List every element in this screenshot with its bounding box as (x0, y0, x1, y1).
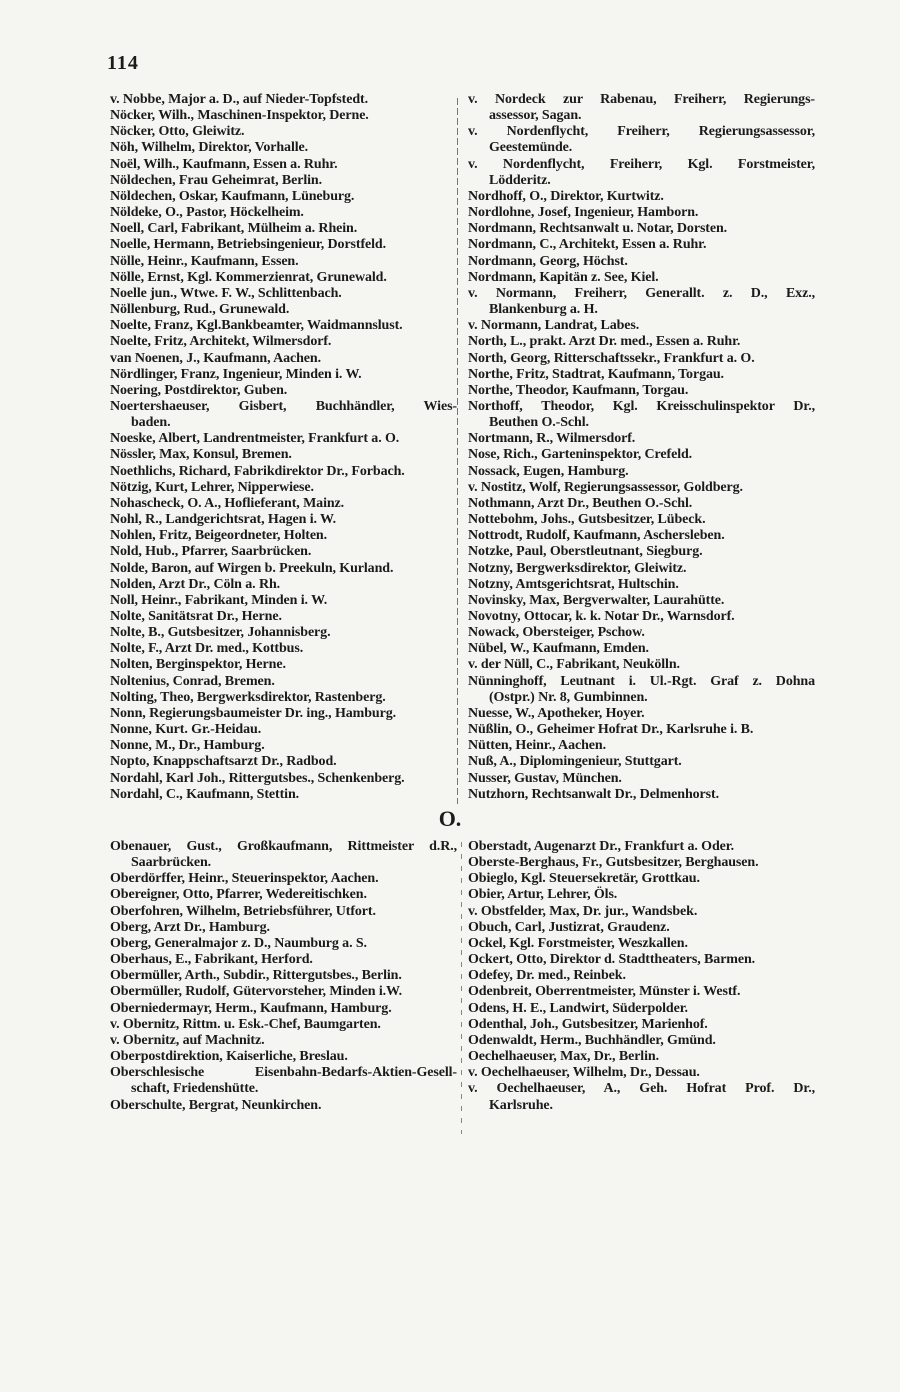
entry-line: Nolten, Berginspektor, Herne. (110, 657, 286, 673)
entry-line: Obereigner, Otto, Pfarrer, Wedereitischken. (110, 887, 367, 903)
entry-line: Beuthen O.-Schl. (489, 415, 589, 431)
entry-line: v. Obernitz, Rittm. u. Esk.-Chef, Baumgarten. (110, 1016, 381, 1032)
directory-entry (468, 577, 815, 593)
directory-entry (468, 722, 815, 738)
directory-entry (110, 920, 457, 936)
entry-line: Nossack, Eugen, Hamburg. (468, 463, 629, 479)
entry-line: Oberdörffer, Heinr., Steuerinspektor, Aachen. (110, 871, 379, 887)
directory-entry (468, 399, 815, 431)
directory-entry (468, 221, 815, 237)
section-heading-o: O. (438, 806, 462, 831)
entry-line: Oberfohren, Wilhelm, Betriebsführer, Utfort. (110, 903, 376, 919)
entry-line: Nottebohm, Johs., Gutsbesitzer, Lübeck. (468, 512, 706, 528)
entry-line: v. Nobbe, Major a. D., auf Nieder-Topfstedt. (110, 92, 368, 107)
entry-line: Oberniedermayr, Herm., Kaufmann, Hamburg. (110, 1000, 392, 1016)
entry-line: Novotny, Ottocar, k. k. Notar Dr., Warnsdorf. (468, 609, 735, 624)
entry-line: Oberpostdirektion, Kaiserliche, Breslau. (110, 1049, 348, 1065)
directory-entry (110, 952, 457, 968)
entry-line: Nonn, Regierungsbaumeister Dr. ing., Hamburg. (110, 705, 397, 721)
entry-line: Noelle, Hermann, Betriebsingenieur, Dorstfeld. (110, 237, 387, 253)
entry-line: Noltenius, Conrad, Bremen. (110, 673, 275, 689)
directory-entry (468, 124, 815, 156)
directory-entry (468, 1033, 815, 1049)
entry-line: Odens, H. E., Landwirt, Süderpolder. (468, 1000, 688, 1016)
directory-entry (468, 1017, 815, 1033)
directory-entry (468, 952, 815, 968)
directory-entry (110, 157, 457, 173)
entry-line: Nusser, Gustav, München. (468, 770, 622, 786)
entry-line: Nordlohne, Josef, Ingenieur, Hamborn. (468, 205, 699, 221)
entry-line: Obuch, Carl, Justizrat, Graudenz. (468, 919, 670, 935)
page-number: 114 (107, 52, 139, 74)
directory-entry (110, 92, 457, 108)
directory-entry (110, 480, 457, 496)
directory-entry (468, 254, 815, 270)
entry-line: v. Normann, Freiherr, Generallt. z. D., Exz., (468, 285, 815, 301)
directory-entry (110, 124, 457, 140)
entry-line: Nolte, B., Gutsbesitzer, Johannisberg. (110, 625, 331, 641)
entry-line: Noeske, Albert, Landrentmeister, Frankfurt a. O. (110, 431, 400, 447)
directory-entry (110, 528, 457, 544)
directory-entry (110, 904, 457, 920)
entry-line: Nutzhorn, Rechtsanwalt Dr., Delmenhorst. (468, 786, 719, 802)
directory-entry (468, 1001, 815, 1017)
directory-entry (110, 1001, 457, 1017)
entry-line: Obermüller, Arth., Subdir., Rittergutsbes., Berlin. (110, 968, 402, 984)
directory-entry (468, 1081, 815, 1113)
entry-line: Nolde, Baron, auf Wirgen b. Preekuln, Kurland. (110, 560, 394, 576)
directory-entry (110, 1065, 457, 1097)
entry-line: Northoff, Theodor, Kgl. Kreisschulinspektor Dr., (468, 398, 815, 414)
entry-line: Nohl, R., Landgerichtsrat, Hagen i. W. (110, 512, 337, 528)
directory-entry (110, 674, 457, 690)
directory-entry (110, 512, 457, 528)
entry-line: Odenthal, Joh., Gutsbesitzer, Marienhof. (468, 1016, 708, 1032)
entry-line: Nottrodt, Rudolf, Kaufmann, Aschersleben. (468, 528, 725, 544)
directory-entry (468, 318, 815, 334)
directory-entry (468, 754, 815, 770)
directory-entry (110, 787, 457, 803)
entry-line: Nöldeke, O., Pastor, Höckelheim. (110, 205, 304, 221)
entry-line: Nöh, Wilhelm, Direktor, Vorhalle. (110, 140, 309, 156)
entry-line: Noelte, Fritz, Architekt, Wilmersdorf. (110, 334, 332, 350)
directory-entry (468, 641, 815, 657)
entry-line: Ockert, Otto, Direktor d. Stadttheaters, Barmen. (468, 952, 756, 968)
directory-entry (110, 464, 457, 480)
directory-entry (110, 657, 457, 673)
directory-entry (110, 984, 457, 1000)
entry-line: Nothmann, Arzt Dr., Beuthen O.-Schl. (468, 495, 693, 511)
entry-line: Oberste-Berghaus, Fr., Gutsbesitzer, Berghausen. (468, 855, 759, 871)
entry-line: Odenbreit, Oberrentmeister, Münster i. Westf. (468, 984, 741, 1000)
entry-line: Nolte, Sanitätsrat Dr., Herne. (110, 609, 282, 624)
entry-line: Lödderitz. (489, 172, 551, 188)
entry-line: Nopto, Knappschaftsarzt Dr., Radbod. (110, 754, 337, 770)
directory-entry (110, 173, 457, 189)
directory-entry (110, 609, 457, 625)
directory-entry (110, 1017, 457, 1033)
directory-entry (468, 771, 815, 787)
entry-line: Nöldechen, Frau Geheimrat, Berlin. (110, 172, 323, 188)
entry-line: (Ostpr.) Nr. 8, Gumbinnen. (489, 689, 648, 705)
directory-entry (468, 593, 815, 609)
directory-entry (110, 496, 457, 512)
entry-line: Nöldechen, Oskar, Kaufmann, Lüneburg. (110, 188, 355, 204)
entry-line: Nordmann, Georg, Höchst. (468, 253, 628, 269)
directory-entry (110, 839, 457, 871)
entry-line: Nordmann, Rechtsanwalt u. Notar, Dorsten. (468, 221, 728, 237)
directory-entry (110, 334, 457, 350)
entry-line: Nold, Hub., Pfarrer, Saarbrücken. (110, 544, 312, 560)
entry-line: North, Georg, Ritterschaftssekr., Frankfurt a. O. (468, 350, 755, 366)
column-divider-n (457, 98, 458, 804)
entry-line: Noering, Postdirektor, Guben. (110, 382, 288, 398)
entry-line: v. Nostitz, Wolf, Regierungsassessor, Goldberg. (468, 479, 743, 495)
directory-entry (468, 1065, 815, 1081)
directory-entry (468, 496, 815, 512)
directory-entry (110, 140, 457, 156)
directory-entry (468, 609, 815, 625)
directory-entry (468, 431, 815, 447)
entry-line: Nortmann, R., Wilmersdorf. (468, 431, 636, 447)
directory-entry (110, 577, 457, 593)
section-o-column-left (110, 839, 457, 1114)
entry-line: Nöcker, Wilh., Maschinen-Inspektor, Derne. (110, 108, 369, 124)
directory-entry (468, 839, 815, 855)
entry-line: Nördlinger, Franz, Ingenieur, Minden i. W. (110, 366, 362, 382)
entry-line: Nössler, Max, Konsul, Bremen. (110, 447, 292, 463)
entry-line: v. Oechelhaeuser, Wilhelm, Dr., Dessau. (468, 1065, 700, 1081)
directory-entry (110, 887, 457, 903)
directory-entry (468, 738, 815, 754)
directory-entry (468, 286, 815, 318)
directory-entry (110, 754, 457, 770)
entry-line: Blankenburg a. H. (489, 302, 598, 318)
section-o-column-right (468, 839, 815, 1114)
entry-line: Nose, Rich., Garteninspektor, Crefeld. (468, 447, 693, 463)
entry-line: Saarbrücken. (131, 855, 212, 871)
directory-entry (468, 157, 815, 189)
directory-entry (468, 936, 815, 952)
entry-line: Obermüller, Rudolf, Gütervorsteher, Minden i.W. (110, 984, 403, 1000)
entry-line: Oberhaus, E., Fabrikant, Herford. (110, 952, 313, 968)
entry-line: assessor, Sagan. (489, 108, 582, 124)
entry-line: v. der Nüll, C., Fabrikant, Neukölln. (468, 657, 680, 673)
directory-entry (110, 108, 457, 124)
directory-entry (110, 351, 457, 367)
directory-entry (110, 871, 457, 887)
entry-line: Nuesse, W., Apotheker, Hoyer. (468, 705, 645, 721)
entry-line: Obenauer, Gust., Großkaufmann, Rittmeister d.R., (110, 839, 457, 854)
entry-line: v. Obernitz, auf Machnitz. (110, 1032, 265, 1048)
directory-entry (110, 367, 457, 383)
directory-entry (468, 189, 815, 205)
entry-line: Notzny, Amtsgerichtsrat, Hultschin. (468, 576, 679, 592)
entry-line: v. Obstfelder, Max, Dr. jur., Wandsbek. (468, 903, 698, 919)
directory-entry (110, 722, 457, 738)
entry-line: Nordhoff, O., Direktor, Kurtwitz. (468, 188, 664, 204)
directory-entry (110, 221, 457, 237)
entry-line: Ockel, Kgl. Forstmeister, Weszkallen. (468, 935, 688, 951)
directory-entry (468, 887, 815, 903)
directory-entry (468, 657, 815, 673)
entry-line: Oberg, Arzt Dr., Hamburg. (110, 919, 270, 935)
entry-line: Odenwaldt, Herm., Buchhändler, Gmünd. (468, 1032, 716, 1048)
directory-entry (110, 286, 457, 302)
directory-entry (468, 787, 815, 803)
entry-line: Nübel, W., Kaufmann, Emden. (468, 641, 649, 657)
entry-line: Nordmann, Kapitän z. See, Kiel. (468, 269, 659, 285)
entry-line: Nowack, Obersteiger, Pschow. (468, 625, 645, 641)
entry-line: v. Nordenflycht, Freiherr, Regierungsassessor, (468, 124, 815, 140)
entry-line: schaft, Friedenshütte. (131, 1081, 259, 1097)
directory-entry (468, 270, 815, 286)
entry-line: Nölle, Ernst, Kgl. Kommerzienrat, Grunewald. (110, 269, 387, 285)
entry-line: Nüßlin, O., Geheimer Hofrat Dr., Karlsruhe i. B. (468, 722, 754, 738)
entry-line: Nolting, Theo, Bergwerksdirektor, Rastenberg. (110, 689, 386, 705)
directory-entry (110, 771, 457, 787)
entry-line: Nöcker, Otto, Gleiwitz. (110, 124, 245, 140)
directory-entry (110, 936, 457, 952)
entry-line: Nordahl, Karl Joh., Rittergutsbes., Schenkenberg. (110, 770, 405, 786)
directory-entry (110, 431, 457, 447)
directory-entry (110, 399, 457, 431)
entry-line: Noethlichs, Richard, Fabrikdirektor Dr., Forbach. (110, 463, 405, 479)
directory-entry (110, 383, 457, 399)
entry-line: North, L., prakt. Arzt Dr. med., Essen a. Ruhr. (468, 334, 741, 350)
entry-line: Nohascheck, O. A., Hoflieferant, Mainz. (110, 495, 345, 511)
entry-line: Geestemünde. (489, 140, 573, 156)
entry-line: v. Nordenflycht, Freiherr, Kgl. Forstmeister, (468, 156, 815, 172)
directory-entry (110, 706, 457, 722)
directory-entry (110, 302, 457, 318)
entry-line: Nolte, F., Arzt Dr. med., Kottbus. (110, 641, 304, 657)
entry-line: Obieglo, Kgl. Steuersekretär, Grottkau. (468, 871, 700, 887)
entry-line: Notzny, Bergwerksdirektor, Gleiwitz. (468, 560, 687, 576)
column-divider-o (461, 842, 462, 1134)
entry-line: Oechelhaeuser, Max, Dr., Berlin. (468, 1049, 659, 1065)
entry-line: Noelte, Franz, Kgl.Bankbeamter, Waidmannslust. (110, 318, 403, 334)
directory-entry (468, 674, 815, 706)
directory-entry (110, 318, 457, 334)
directory-entry (468, 480, 815, 496)
directory-entry (468, 205, 815, 221)
directory-entry (468, 544, 815, 560)
entry-line: Noelle jun., Wtwe. F. W., Schlittenbach. (110, 285, 342, 301)
directory-entry (110, 447, 457, 463)
entry-line: Northe, Fritz, Stadtrat, Kaufmann, Torgau. (468, 366, 724, 382)
entry-line: Oberschulte, Bergrat, Neunkirchen. (110, 1097, 322, 1113)
directory-entry (468, 383, 815, 399)
directory-entry (468, 625, 815, 641)
directory-entry (468, 904, 815, 920)
entry-line: Notzke, Paul, Oberstleutnant, Siegburg. (468, 544, 703, 560)
entry-line: Novinsky, Max, Bergverwalter, Laurahütte. (468, 592, 725, 608)
directory-entry (468, 561, 815, 577)
directory-entry (468, 855, 815, 871)
entry-line: Nordahl, C., Kaufmann, Stettin. (110, 786, 300, 802)
directory-entry (468, 528, 815, 544)
entry-line: Nohlen, Fritz, Beigeordneter, Holten. (110, 528, 328, 544)
directory-entry (110, 270, 457, 286)
entry-line: Noell, Carl, Fabrikant, Mülheim a. Rhein. (110, 221, 358, 237)
entry-line: Nordmann, C., Architekt, Essen a. Ruhr. (468, 237, 707, 253)
entry-line: v. Normann, Landrat, Labes. (468, 318, 640, 334)
directory-entry (468, 334, 815, 350)
directory-entry (110, 968, 457, 984)
directory-entry (468, 968, 815, 984)
entry-line: Oberschlesische Eisenbahn-Bedarfs-Aktien-Gesell- (110, 1065, 457, 1081)
entry-line: Nonne, M., Dr., Hamburg. (110, 738, 265, 754)
entry-line: Nütten, Heinr., Aachen. (468, 738, 606, 754)
directory-entry (468, 447, 815, 463)
directory-entry (468, 920, 815, 936)
directory-entry (468, 237, 815, 253)
entry-line: van Noenen, J., Kaufmann, Aachen. (110, 350, 322, 366)
entry-line: Nolden, Arzt Dr., Cöln a. Rh. (110, 576, 281, 592)
directory-entry (110, 593, 457, 609)
directory-entry (468, 1049, 815, 1065)
entry-line: Nonne, Kurt. Gr.-Heidau. (110, 722, 262, 738)
entry-line: Nöllenburg, Rud., Grunewald. (110, 302, 290, 318)
directory-entry (110, 625, 457, 641)
directory-entry (468, 706, 815, 722)
directory-entry (468, 464, 815, 480)
entry-line: Noël, Wilh., Kaufmann, Essen a. Ruhr. (110, 156, 338, 172)
entry-line: Noll, Heinr., Fabrikant, Minden i. W. (110, 592, 328, 608)
section-n-column-right (468, 92, 815, 803)
directory-entry (468, 367, 815, 383)
entry-line: v. Nordeck zur Rabenau, Freiherr, Regierungs- (468, 92, 815, 107)
directory-entry (110, 690, 457, 706)
entry-line: Noertershaeuser, Gisbert, Buchhändler, Wies- (110, 398, 457, 414)
entry-line: Nuß, A., Diplomingenieur, Stuttgart. (468, 754, 682, 770)
directory-entry (110, 738, 457, 754)
directory-entry (110, 1049, 457, 1065)
entry-line: Northe, Theodor, Kaufmann, Torgau. (468, 382, 689, 398)
directory-entry (110, 1033, 457, 1049)
entry-line: Nünninghoff, Leutnant i. Ul.-Rgt. Graf z. Dohna (468, 673, 815, 689)
directory-entry (468, 92, 815, 124)
section-n-column-left (110, 92, 457, 803)
entry-line: baden. (131, 415, 171, 431)
entry-line: Oberstadt, Augenarzt Dr., Frankfurt a. Oder. (468, 839, 734, 854)
directory-entry (468, 984, 815, 1000)
directory-entry (468, 871, 815, 887)
directory-entry (110, 641, 457, 657)
directory-entry (110, 1098, 457, 1114)
entry-line: v. Oechelhaeuser, A., Geh. Hofrat Prof. Dr., (468, 1081, 815, 1097)
directory-entry (110, 205, 457, 221)
directory-entry (110, 254, 457, 270)
directory-entry (110, 189, 457, 205)
directory-entry (110, 561, 457, 577)
directory-entry (110, 237, 457, 253)
directory-entry (110, 544, 457, 560)
entry-line: Karlsruhe. (489, 1097, 553, 1113)
entry-line: Obier, Artur, Lehrer, Öls. (468, 887, 618, 903)
directory-entry (468, 351, 815, 367)
entry-line: Oberg, Generalmajor z. D., Naumburg a. S. (110, 935, 367, 951)
entry-line: Odefey, Dr. med., Reinbek. (468, 968, 626, 984)
entry-line: Nölle, Heinr., Kaufmann, Essen. (110, 253, 299, 269)
directory-entry (468, 512, 815, 528)
entry-line: Nötzig, Kurt, Lehrer, Nipperwiese. (110, 479, 314, 495)
